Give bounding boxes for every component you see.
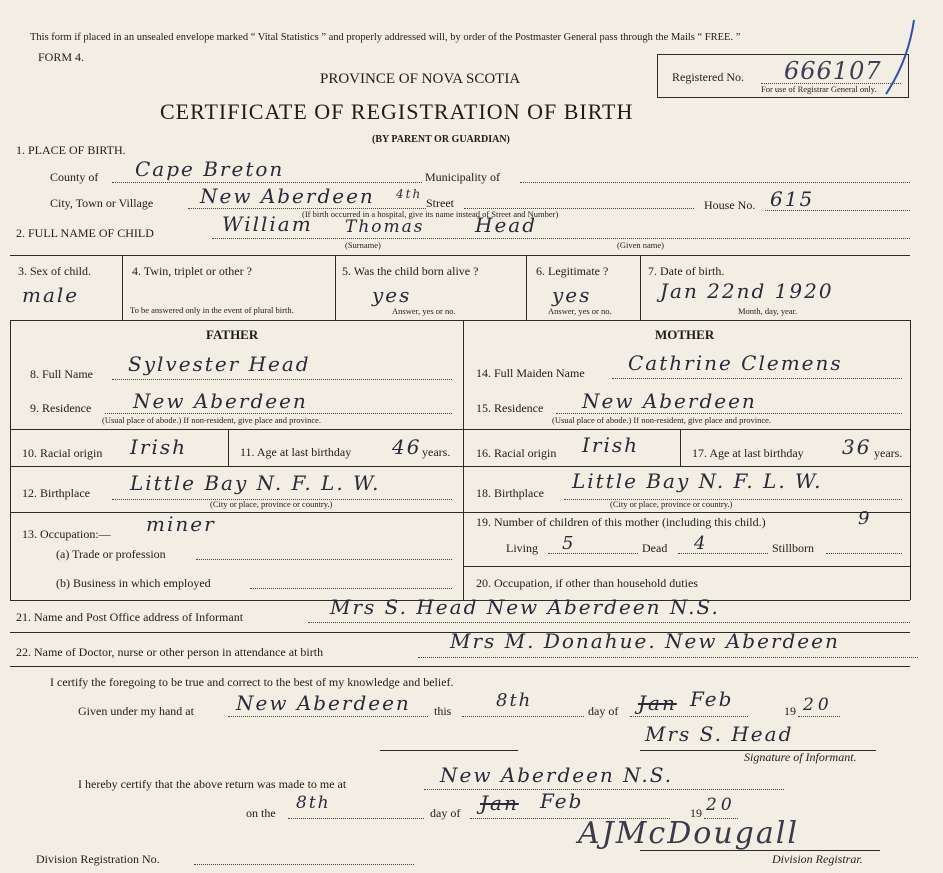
on-the-label: on the: [246, 806, 276, 820]
mother-birthplace-value: Little Bay N. F. L. W.: [572, 469, 823, 493]
child-surname: Head: [475, 213, 538, 237]
form-number: FORM 4.: [38, 50, 85, 64]
mother-living-value: 5: [562, 533, 576, 554]
on-year-suffix: 20: [706, 795, 736, 815]
on-month: Feb: [540, 789, 584, 813]
ink-stroke: [880, 18, 920, 98]
twin-label: 4. Twin, triplet or other ?: [132, 264, 252, 278]
dob-label: 7. Date of birth.: [648, 264, 725, 278]
mother-residence-note: (Usual place of abode.) If non-resident, give place and province.: [552, 415, 772, 425]
child-middle-name: Thomas: [345, 217, 425, 237]
father-residence-label: 9. Residence: [30, 401, 92, 415]
father-birthplace-value: Little Bay N. F. L. W.: [130, 471, 381, 495]
father-age-label: 11. Age at last birthday: [240, 445, 352, 459]
doctor-value: Mrs M. Donahue. New Aberdeen: [450, 629, 840, 653]
father-racial-label: 10. Racial origin: [22, 446, 103, 460]
given-place: New Aberdeen: [236, 691, 411, 715]
mother-age-label: 17. Age at last birthday: [692, 446, 804, 460]
twin-note: To be answered only in the event of plural birth.: [130, 305, 294, 315]
mother-dead-label: Dead: [642, 541, 668, 555]
place-of-birth-heading: 1. PLACE OF BIRTH.: [16, 143, 126, 157]
father-business-label: (b) Business in which employed: [56, 576, 211, 590]
day-of-label: day of: [588, 704, 619, 718]
father-residence-value: New Aberdeen: [133, 389, 308, 413]
legit-label: 6. Legitimate ?: [536, 264, 609, 278]
municipality-label: Municipality of: [425, 170, 500, 184]
alive-note: Answer, yes or no.: [392, 306, 456, 316]
mother-birthplace-label: 18. Birthplace: [476, 486, 544, 500]
given-label: Given under my hand at: [78, 704, 194, 718]
return-label: I hereby certify that the above return was made to me at: [78, 777, 347, 791]
father-residence-note: (Usual place of abode.) If non-resident, give place and province.: [102, 415, 322, 425]
registered-number-box: [657, 54, 909, 98]
given-name-note: (Given name): [617, 240, 664, 250]
on-month-struck: Jan: [480, 791, 519, 815]
dob-value: Jan 22nd 1920: [660, 279, 834, 303]
division-registrar-label: Division Registrar.: [772, 852, 863, 866]
street-note: (If birth occurred in a hospital, give its name instead of Street and Number): [302, 209, 559, 219]
informant-signature: Mrs S. Head: [645, 722, 794, 746]
mother-residence-label: 15. Residence: [476, 401, 544, 415]
given-month-struck: Jan: [638, 691, 677, 715]
given-day: 8th: [496, 690, 533, 711]
surname-note: (Surname): [345, 240, 381, 250]
house-value: 615: [770, 187, 815, 211]
certificate-subtitle: (BY PARENT OR GUARDIAN): [372, 134, 510, 145]
province-heading: PROVINCE OF NOVA SCOTIA: [320, 71, 521, 87]
mother-birthplace-note: (City or place, province or country.): [610, 499, 733, 509]
father-occupation-value: miner: [146, 512, 216, 536]
mother-stillborn-label: Stillborn: [772, 541, 815, 555]
registrar-signature: AJMcDougall: [578, 816, 799, 851]
given-year-prefix: 19: [784, 704, 796, 718]
alive-label: 5. Was the child born alive ?: [342, 264, 479, 278]
county-label: County of: [50, 170, 99, 184]
sex-value: male: [22, 283, 80, 307]
city-extra: 4th: [396, 187, 423, 201]
father-name-label: 8. Full Name: [30, 367, 93, 381]
registered-note: For use of Registrar General only.: [761, 84, 877, 94]
mother-name-value: Cathrine Clemens: [628, 351, 843, 375]
father-name-value: Sylvester Head: [128, 352, 311, 376]
on-day-of-label: day of: [430, 806, 461, 820]
this-label: this: [434, 704, 452, 718]
father-racial-value: Irish: [130, 435, 188, 459]
sex-label: 3. Sex of child.: [18, 264, 91, 278]
registered-number: 666107: [784, 57, 882, 85]
on-day: 8th: [296, 793, 331, 813]
certificate-title: CERTIFICATE OF REGISTRATION OF BIRTH: [160, 99, 634, 124]
alive-value: yes: [372, 283, 412, 307]
mother-racial-value: Irish: [582, 433, 640, 457]
informant-label: 21. Name and Post Office address of Informant: [16, 610, 244, 624]
father-heading: FATHER: [206, 327, 259, 342]
informant-value: Mrs S. Head New Aberdeen N.S.: [330, 595, 720, 619]
father-birthplace-label: 12. Birthplace: [22, 486, 90, 500]
given-month: Feb: [690, 687, 734, 711]
father-occupation-label: 13. Occupation:—: [22, 527, 111, 541]
mother-residence-value: New Aberdeen: [582, 389, 757, 413]
return-place: New Aberdeen N.S.: [440, 763, 674, 787]
mother-heading: MOTHER: [655, 327, 715, 342]
registered-label: Registered No.: [672, 70, 744, 84]
city-value: New Aberdeen: [200, 184, 375, 208]
house-label: House No.: [704, 198, 756, 212]
division-registration-label: Division Registration No.: [36, 852, 160, 866]
father-age-unit: years.: [422, 445, 451, 459]
mother-occupation-label: 20. Occupation, if other than household duties: [476, 576, 698, 590]
certify-statement: I certify the foregoing to be true and correct to the best of my knowledge and belief.: [50, 675, 454, 689]
city-label: City, Town or Village: [50, 196, 154, 210]
mother-age-value: 36: [842, 435, 872, 459]
mother-age-unit: years.: [874, 446, 903, 460]
mother-living-label: Living: [506, 541, 538, 555]
mother-children-label: 19. Number of children of this mother (including this child.): [476, 515, 766, 529]
mother-children-value: 9: [858, 508, 872, 529]
signature-informant-label: Signature of Informant.: [744, 750, 857, 764]
given-year-suffix: 20: [803, 695, 833, 715]
father-birthplace-note: (City or place, province or country.): [210, 499, 333, 509]
mother-racial-label: 16. Racial origin: [476, 446, 557, 460]
dob-note: Month, day, year.: [738, 306, 798, 316]
father-trade-label: (a) Trade or profession: [56, 547, 166, 561]
child-given-name: William: [222, 212, 313, 236]
legit-value: yes: [552, 283, 592, 307]
doctor-label: 22. Name of Doctor, nurse or other person in attendance at birth: [16, 645, 324, 659]
legit-note: Answer, yes or no.: [548, 306, 612, 316]
mother-name-label: 14. Full Maiden Name: [476, 366, 585, 380]
mother-dead-value: 4: [694, 533, 708, 554]
street-label: Street: [426, 196, 454, 210]
county-value: Cape Breton: [135, 157, 285, 181]
father-age-value: 46: [392, 435, 422, 459]
child-name-label: 2. FULL NAME OF CHILD: [16, 226, 154, 240]
on-year-prefix: 19: [690, 806, 702, 820]
mail-notice: This form if placed in an unsealed envelope marked “ Vital Statistics ” and properly addressed will, by order of the Postmaster General pass through the Mails “ FREE. ”: [30, 32, 741, 43]
